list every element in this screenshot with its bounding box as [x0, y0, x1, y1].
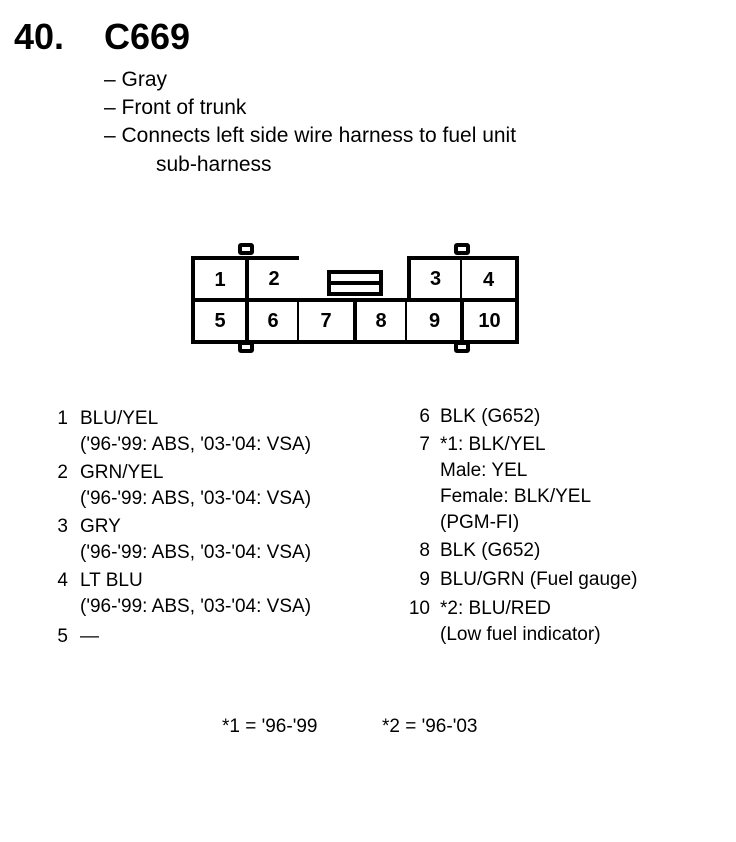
pin-cell-10: 10	[460, 298, 519, 344]
pin-note: Female: BLK/YEL	[440, 486, 592, 507]
pin-number: 4	[57, 570, 68, 591]
pin-color: BLU/YEL	[80, 408, 159, 429]
pin-note: ('96-'99: ABS, '03-'04: VSA)	[80, 542, 312, 563]
pin-note: ('96-'99: ABS, '03-'04: VSA)	[80, 434, 312, 455]
pin-number: 2	[57, 462, 68, 483]
pin-note: (PGM-FI)	[440, 512, 520, 533]
pin-cell-9: 9	[407, 302, 462, 340]
pin-number: 8	[419, 540, 430, 561]
pin-number: 10	[408, 598, 430, 619]
pin-color: LT BLU	[80, 570, 143, 591]
detail-connects-cont: sub-harness	[156, 153, 272, 176]
latch-tab-top-right	[454, 243, 470, 255]
pin-color: BLU/GRN (Fuel gauge)	[440, 569, 638, 590]
pin-color: GRY	[80, 516, 121, 537]
pin-note: (Low fuel indicator)	[440, 624, 601, 645]
pin-number: 7	[419, 434, 430, 455]
pin-number: 5	[57, 626, 68, 647]
pin-cell-3: 3	[407, 256, 464, 302]
pin-cell-8: 8	[353, 298, 409, 344]
footnote-1: *1 = '96-'99	[222, 716, 318, 737]
pin-number: 9	[419, 569, 430, 590]
pin-color: BLK (G652)	[440, 406, 541, 427]
pin-color: GRN/YEL	[80, 462, 164, 483]
pin-cell-6: 6	[245, 298, 301, 344]
pin-cell-4: 4	[462, 260, 515, 300]
pin-note: ('96-'99: ABS, '03-'04: VSA)	[80, 596, 312, 617]
detail-location: – Front of trunk	[104, 96, 247, 119]
pin-number: 6	[419, 406, 430, 427]
pin-number: 1	[57, 408, 68, 429]
detail-connects: – Connects left side wire harness to fuel unit	[104, 124, 517, 147]
pin-cell-1: 1	[195, 260, 245, 300]
pin-cell-7: 7	[299, 302, 353, 340]
pin-note: ('96-'99: ABS, '03-'04: VSA)	[80, 488, 312, 509]
detail-color: – Gray	[104, 68, 168, 91]
pin-color: BLK (G652)	[440, 540, 541, 561]
latch-tab-top-left	[238, 243, 254, 255]
pin-cell-2: 2	[245, 256, 299, 302]
connector-key-line	[331, 281, 379, 285]
pin-note: Male: YEL	[440, 460, 528, 481]
section-number: 40.	[14, 16, 65, 57]
pin-color: *1: BLK/YEL	[440, 434, 546, 455]
pin-color: —	[80, 626, 99, 647]
pin-cell-5: 5	[195, 302, 245, 340]
footnote-2: *2 = '96-'03	[382, 716, 478, 737]
connector-code: C669	[104, 16, 191, 57]
pin-color: *2: BLU/RED	[440, 598, 551, 619]
pin-number: 3	[57, 516, 68, 537]
